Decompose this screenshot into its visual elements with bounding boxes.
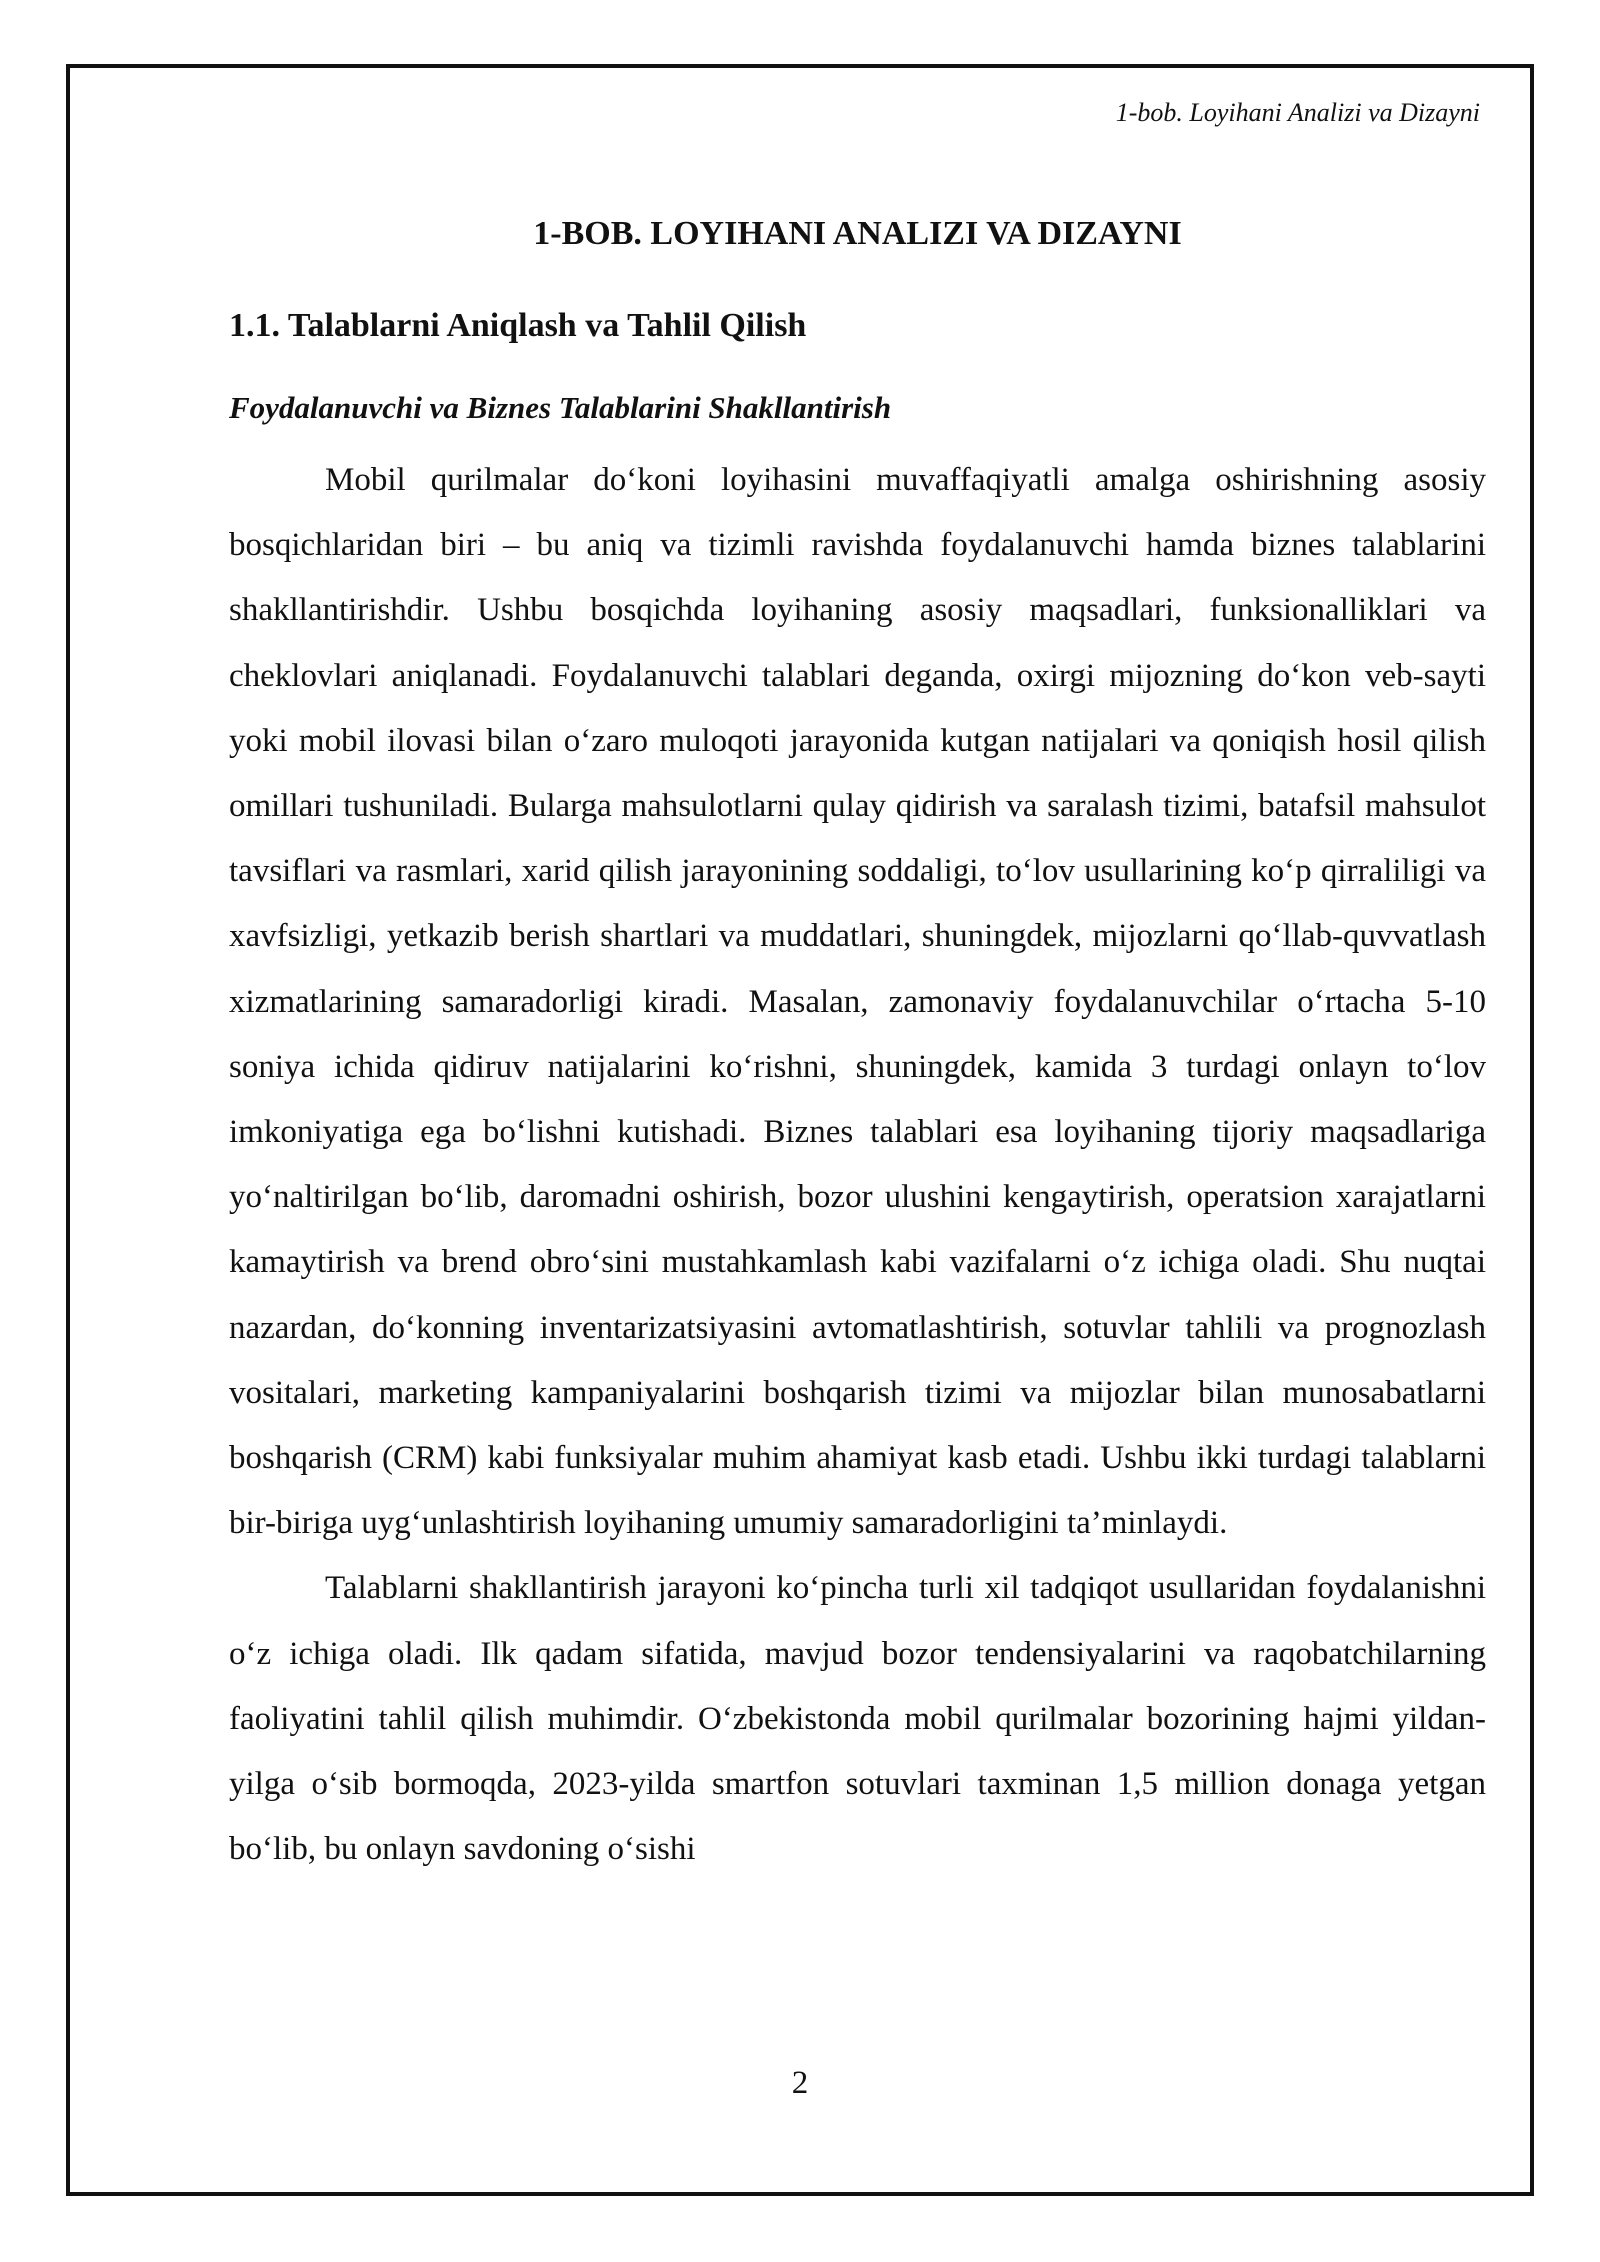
- chapter-title: 1-BOB. LOYIHANI ANALIZI VA DIZAYNI: [533, 215, 1182, 252]
- section-title: 1.1. Talablarni Aniqlash va Tahlil Qilish: [229, 307, 807, 344]
- running-header: 1-bob. Loyihani Analizi va Dizayni: [1115, 98, 1480, 127]
- body-paragraph: Mobil qurilmalar do‘koni loyihasini muvaffaqiyatli amalga oshirishning asosiy bosqichlaridan biri – bu aniq va tizimli ravishda foydalanuvchi hamda biznes talablarini shakllantirishdir. Ushbu bosqichda loyihaning asosiy maqsadlari, funksionalliklari va cheklovlari aniqlanadi. Foydalanuvchi talablari deganda, oxirgi mijozning do‘kon veb-sayti yoki mobil ilovasi bilan o‘zaro muloqoti jarayonida kutgan natijalari va qoniqish hosil qilish omillari tushuniladi. Bularga mahsulotlarni qulay qidirish va saralash tizimi, batafsil mahsulot tavsiflari va rasmlari, xarid qilish jarayonining soddaligi, to‘lov usullarining ko‘p qirraliligi va xavfsizligi, yetkazib berish shartlari va muddatlari, shuningdek, mijozlarni qo‘llab-quvvatlash xizmatlarining samaradorligi kiradi. Masalan, zamonaviy foydalanuvchilar o‘rtacha 5-10 soniya ichida qidiruv natijalarini ko‘rishni, shuningdek, kamida 3 turdagi onlayn to‘lov imkoniyatiga ega bo‘lishni kutishadi. Biznes talablari esa loyihaning tijoriy maqsadlariga yo‘naltirilgan bo‘lib, daromadni oshirish, bozor ulushini kengaytirish, operatsion xarajatlarni kamaytirish va brend obro‘sini mustahkamlash kabi vazifalarni o‘z ichiga oladi. Shu nuqtai nazardan, do‘konning inventarizatsiyasini avtomatlashtirish, sotuvlar tahlili va prognozlash vositalari, marketing kampaniyalarini boshqarish tizimi va mijozlar bilan munosabatlarni boshqarish (CRM) kabi funksiyalar muhim ahamiyat kasb etadi. Ushbu ikki turdagi talablarni bir-biriga uyg‘unlashtirish loyihaning umumiy samaradorligini ta’minlaydi.: [229, 462, 1486, 1542]
- subsection-title: Foydalanuvchi va Biznes Talablarini Shakllantirish: [229, 390, 892, 425]
- body-paragraph: Talablarni shakllantirish jarayoni ko‘pincha turli xil tadqiqot usullaridan foydalanishni o‘z ichiga oladi. Ilk qadam sifatida, mavjud bozor tendensiyalarini va raqobatchilarning faoliyatini tahlil qilish muhimdir. O‘zbekistonda mobil qurilmalar bozorining hajmi yildan-yilga o‘sib bormoqda, 2023-yilda smartfon sotuvlari taxminan 1,5 million donaga yetgan bo‘lib, bu onlayn savdoning o‘sishi: [229, 1570, 1486, 1868]
- page-number: 2: [791, 2065, 809, 2101]
- document-body: [229, 212, 1486, 1882]
